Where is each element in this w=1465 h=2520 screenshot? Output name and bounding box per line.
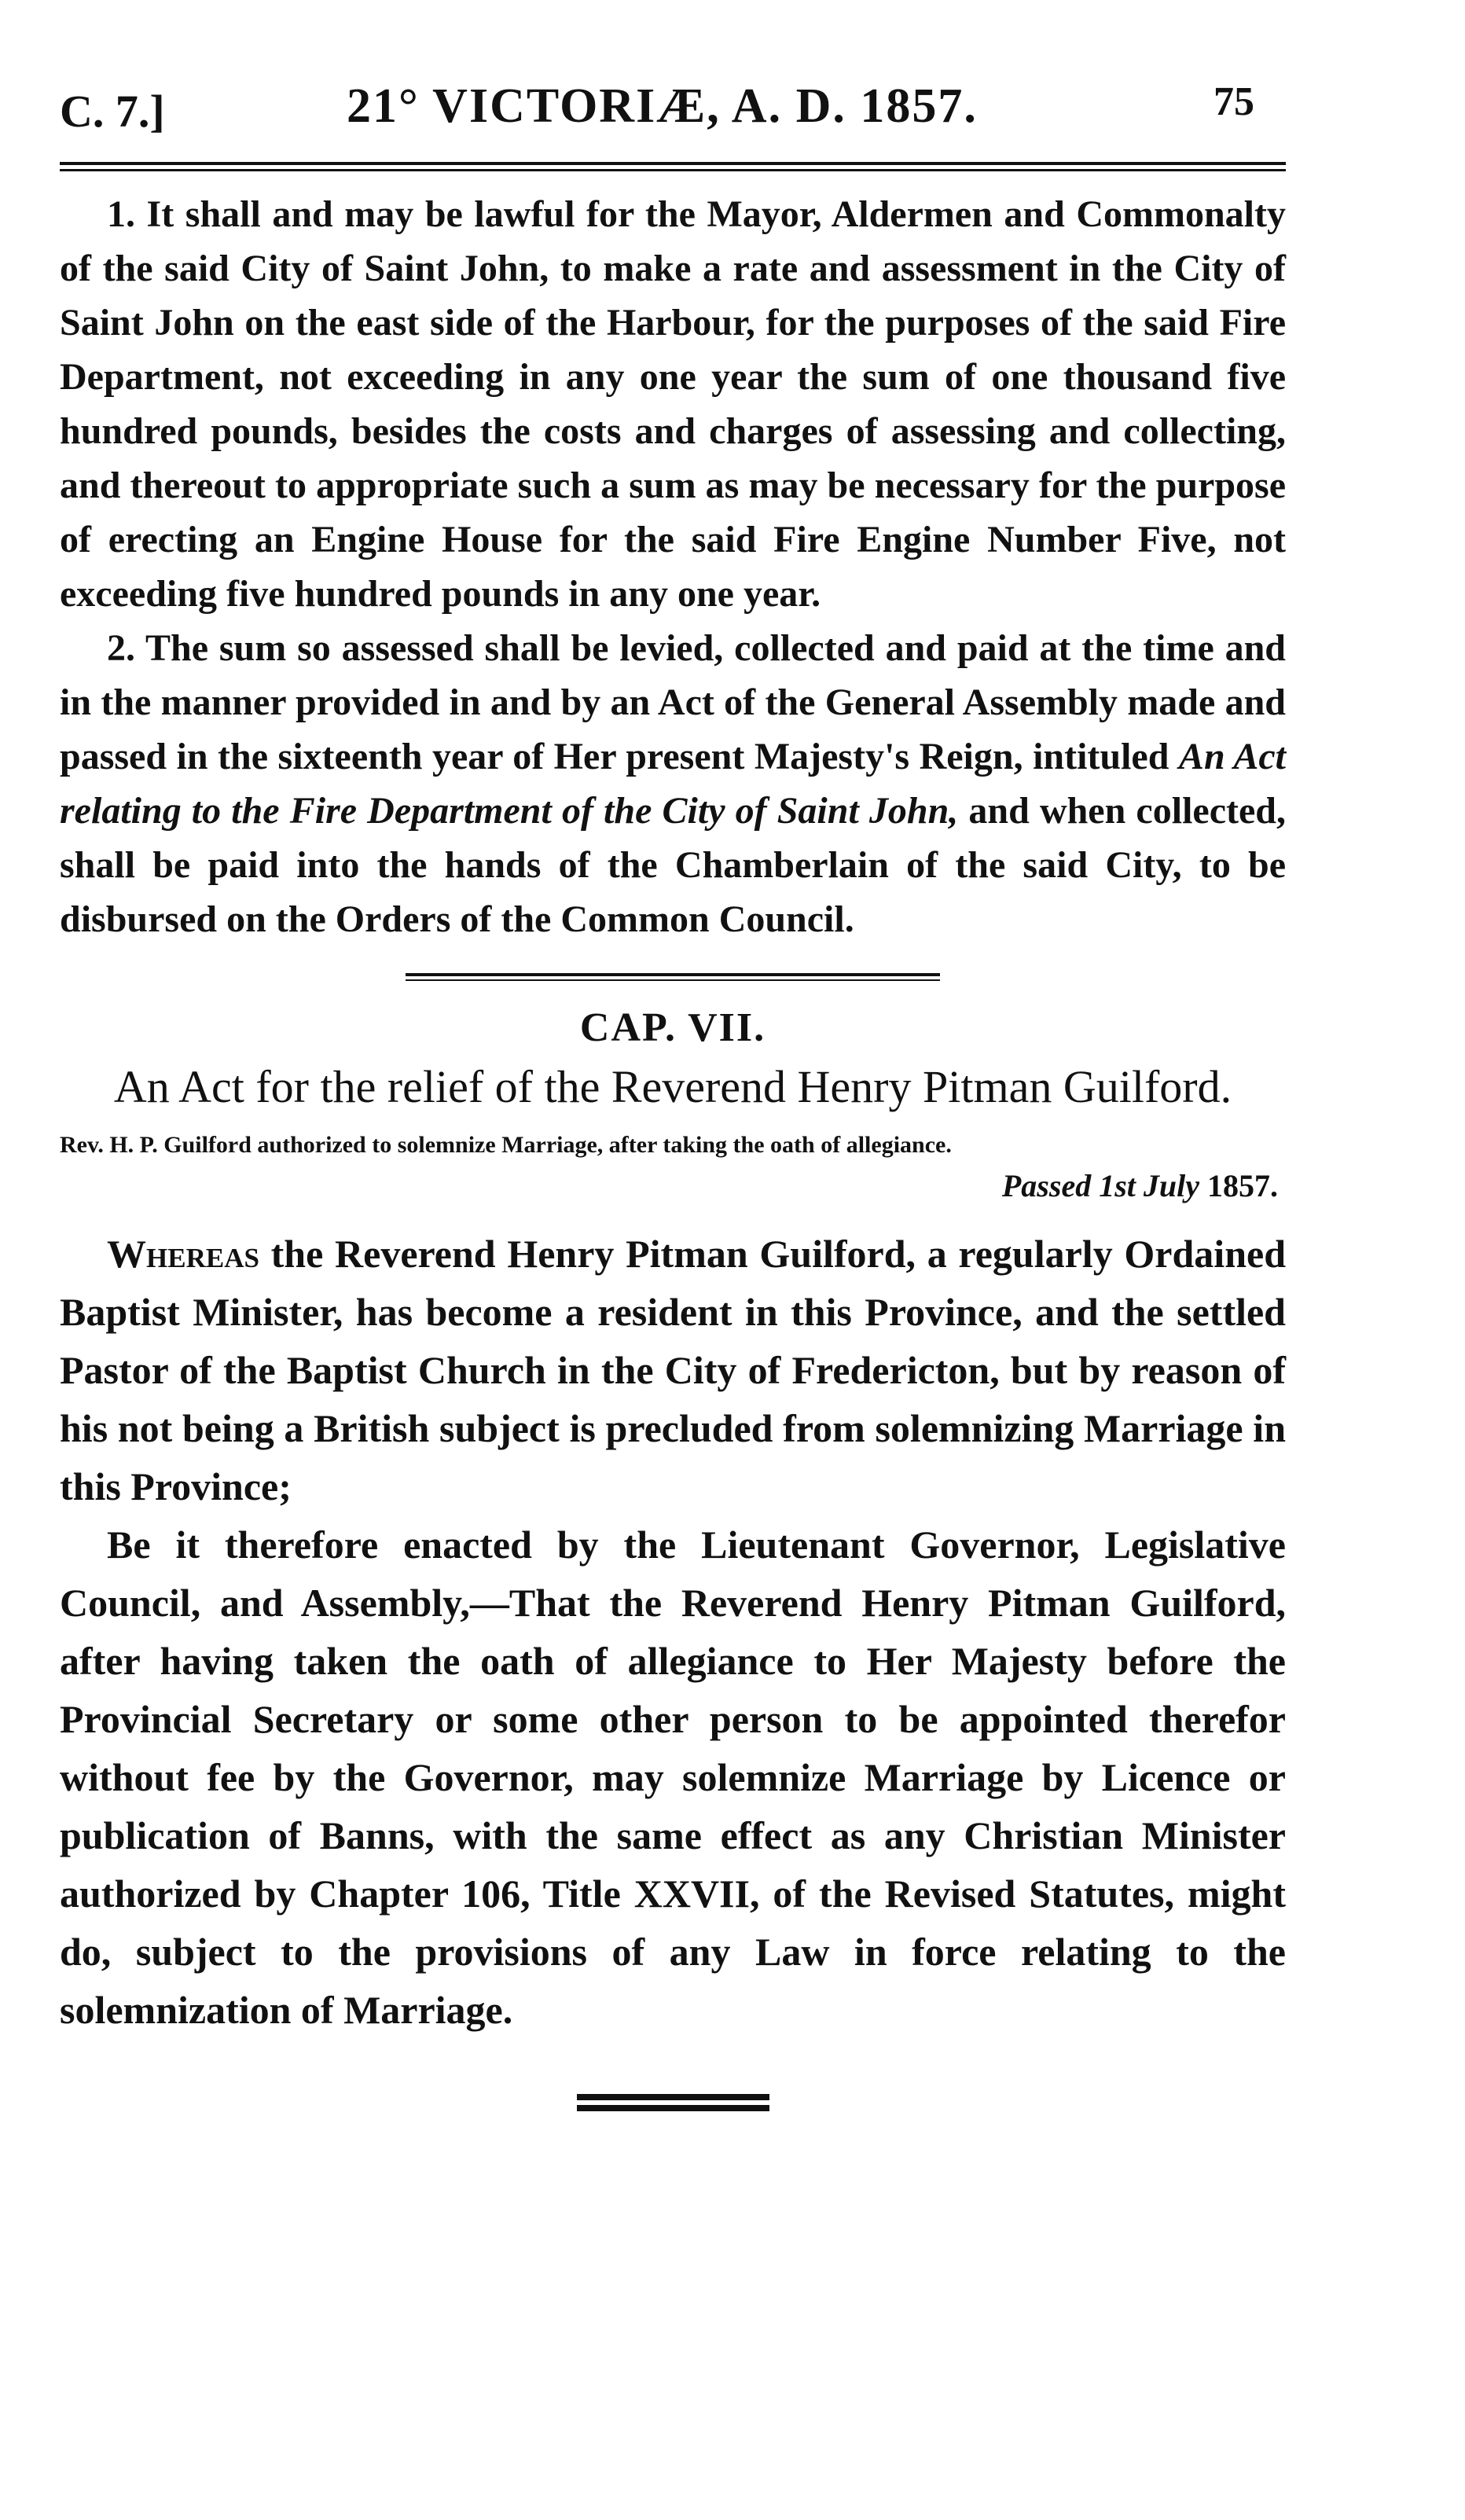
- passed-date: [60, 1167, 1278, 1204]
- cap-number-heading: CAP. VII.: [579, 1005, 766, 1050]
- section-2-cited-act-title: An Act relating to the Fire Department of the City of Saint John,: [60, 736, 1286, 832]
- preamble-lead-word: Whereas: [107, 1232, 259, 1276]
- section-1-paragraph: 1. It shall and may be lawful for the Mayor, Aldermen and Commonalty of the said City of Saint John, to make a rate and assessment in the City of Saint John on the east side of the Harbour, for the purposes of the said Fire Department, not exceeding in any one year the sum of one thousand five hundred pounds, besides the costs and charges of assessing and collecting, and thereout to appropriate such a sum as may be necessary for the purpose of erecting an Engine House for the said Fire Engine Number Five, not exceeding five hundred pounds in any one year.: [60, 193, 1286, 615]
- section-2-paragraph: [60, 621, 1286, 946]
- preamble-text: the Reverend Henry Pitman Guilford, a regularly Ordained Baptist Minister, has become a resident in this Province, and the settled Pastor of the Baptist Church in the City of Fredericton, but by reason of his not being a British subject is precluded from solemnizing Marriage in this Province;: [60, 1232, 1286, 1508]
- end-rule-line-2: [577, 2105, 769, 2111]
- act-title: An Act for the relief of the Reverend Henry Pitman Guilford.: [113, 1061, 1232, 1112]
- running-header: [60, 79, 1286, 149]
- page-number: 75: [1213, 79, 1254, 124]
- end-rule-line-1: [577, 2094, 769, 2100]
- marginal-note: Rev. H. P. Guilford authorized to solemnize Marriage, after taking the oath of allegiance.: [60, 1132, 952, 1158]
- chapter-reference: C. 7.]: [60, 86, 165, 137]
- end-of-act-rule: [577, 2094, 769, 2111]
- statute-page: [60, 79, 1286, 2116]
- section-2-text-after: and when collected, shall be paid into the hands of the Chamberlain of the said City, to be disbursed on the Orders of the Common Council.: [60, 790, 1286, 940]
- section-2-text-before: 2. The sum so assessed shall be levied, collected and paid at the time and in the manner provided in and by an Act of the General Assembly made and passed in the sixteenth year of Her present Majesty's Reign, intituled: [60, 627, 1286, 777]
- regnal-year-heading: 21° VICTORIÆ, A. D. 1857.: [347, 79, 978, 133]
- preamble-paragraph: [60, 1225, 1286, 1515]
- enactment-paragraph: Be it therefore enacted by the Lieutenant Governor, Legislative Council, and Assembly,—That the Reverend Henry Pitman Guilford, after having taken the oath of allegiance to Her Majesty before the Provincial Secretary or some other person to be appointed therefor without fee by the Governor, may solemnize Marriage by Licence or publication of Banns, with the same effect as any Christian Minister authorized by Chapter 106, Title XXVII, of the Revised Statutes, might do, subject to the provisions of any Law in force relating to the solemnization of Marriage.: [60, 1523, 1286, 2032]
- passed-year: 1857.: [1207, 1168, 1278, 1203]
- chapter-separator-rule: [406, 973, 940, 981]
- header-double-rule: [60, 162, 1286, 171]
- passed-label: Passed 1st July: [1001, 1168, 1199, 1203]
